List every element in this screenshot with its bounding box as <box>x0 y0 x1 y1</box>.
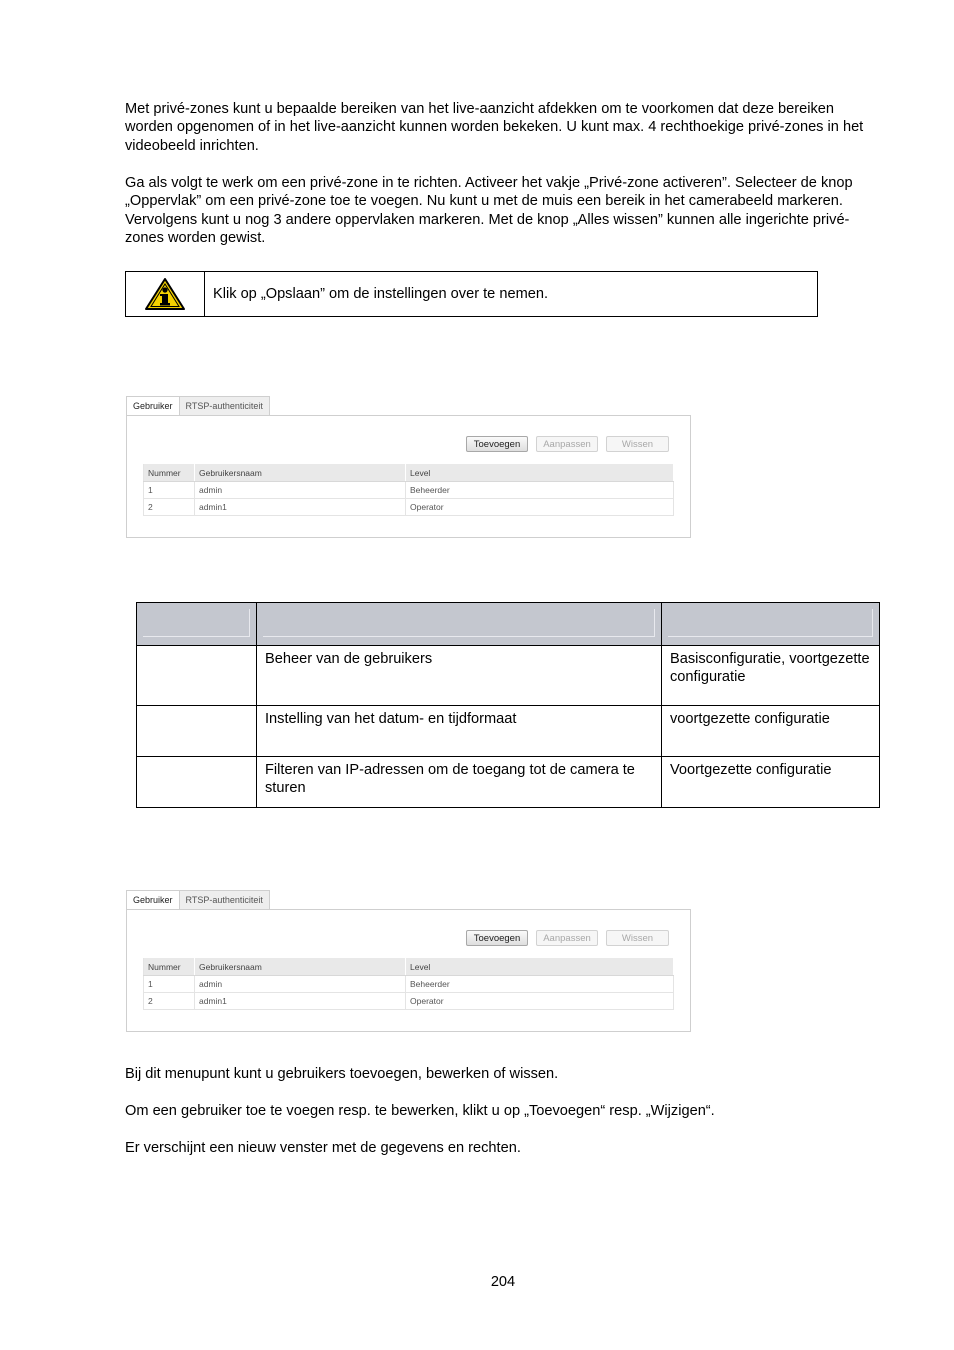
table-row[interactable] <box>144 976 674 993</box>
cell-username: admin1 <box>195 993 406 1010</box>
header-username[interactable]: Gebruikersnaam <box>195 464 406 482</box>
cell-number: 1 <box>144 976 195 993</box>
table-row <box>137 646 880 706</box>
menu-mode-cell: Basisconfiguratie, voortgezette configuratie <box>662 646 880 706</box>
user-management-screenshot <box>126 888 692 1034</box>
instructions-paragraph-privacy-zones: Ga als volgt te werk om een privé-zone in te richten. Activeer het vakje „Privé-zone activeren”. Selecteer de knop „Oppervlak” om een privé-zone toe te voegen. Nu kunt u met de muis een bereik in het camerabeeld markeren. Vervolgens kunt u nog 3 andere oppervlaken markeren. Met de knop „Alles wissen” kunnen alle ingerichte privé-zones worden gewist. <box>125 175 853 247</box>
user-panel <box>126 909 691 1032</box>
info-text: Klik op „Opslaan” om de instellingen over te nemen. <box>213 286 549 302</box>
menu-item-cell <box>137 706 257 757</box>
edit-button[interactable]: Aanpassen <box>536 930 598 946</box>
edit-button[interactable]: Aanpassen <box>536 436 598 452</box>
menu-table-header <box>137 603 880 646</box>
user-management-screenshot <box>126 394 692 540</box>
cell-username: admin <box>195 976 406 993</box>
cell-number: 1 <box>144 482 195 499</box>
button-row <box>466 930 669 946</box>
info-box <box>125 271 818 317</box>
menu-overview-table <box>136 602 880 808</box>
menu-description-cell: Instelling van het datum- en tijdformaat <box>257 706 662 757</box>
menu-description-cell: Filteren van IP-adressen om de toegang tot de camera te sturen <box>257 757 662 808</box>
table-row[interactable] <box>144 993 674 1010</box>
tab-rtsp-authenticiteit[interactable]: RTSP-authenticiteit <box>179 396 270 417</box>
intro-paragraph-privacy-zones: Met privé-zones kunt u bepaalde bereiken van het live-aanzicht afdekken om te voorkomen dat deze bereiken worden opgenomen of in het live-aanzicht kunnen worden bekeken. U kunt max. 4 rechthoekige privé-zones in het videobeeld inrichten. <box>125 101 864 154</box>
tab-bar <box>126 396 269 416</box>
button-row <box>466 436 669 452</box>
header-number[interactable]: Nummer <box>144 958 195 976</box>
header-bevel <box>668 609 873 637</box>
menu-item-cell <box>137 646 257 706</box>
delete-button[interactable]: Wissen <box>606 930 669 946</box>
header-username[interactable]: Gebruikersnaam <box>195 958 406 976</box>
header-bevel <box>263 609 655 637</box>
header-number[interactable]: Nummer <box>144 464 195 482</box>
user-panel <box>126 415 691 538</box>
tab-rtsp-authenticiteit[interactable]: RTSP-authenticiteit <box>179 890 270 911</box>
table-row <box>137 706 880 757</box>
cell-level: Operator <box>406 499 674 516</box>
user-table <box>143 464 674 516</box>
cell-level: Beheerder <box>406 482 674 499</box>
add-button[interactable]: Toevoegen <box>466 436 528 452</box>
tab-bar <box>126 890 269 910</box>
info-icon-cell <box>126 272 205 316</box>
new-window-paragraph: Er verschijnt een nieuw venster met de gegevens en rechten. <box>125 1140 521 1156</box>
tab-gebruiker[interactable]: Gebruiker <box>126 890 180 912</box>
menu-mode-cell: Voortgezette configuratie <box>662 757 880 808</box>
header-level[interactable]: Level <box>406 958 674 976</box>
table-header-row <box>144 464 674 482</box>
cell-number: 2 <box>144 993 195 1010</box>
user-table <box>143 958 674 1010</box>
menu-header-cell <box>257 603 662 646</box>
menu-header-cell <box>662 603 880 646</box>
add-button[interactable]: Toevoegen <box>466 930 528 946</box>
tab-gebruiker[interactable]: Gebruiker <box>126 396 180 418</box>
cell-username: admin <box>195 482 406 499</box>
cell-username: admin1 <box>195 499 406 516</box>
add-user-paragraph: Om een gebruiker toe te voegen resp. te bewerken, klikt u op „Toevoegen“ resp. „Wijzigen“. <box>125 1103 715 1119</box>
header-level[interactable]: Level <box>406 464 674 482</box>
table-row <box>137 757 880 808</box>
table-header-row <box>144 958 674 976</box>
page-number: 204 <box>490 1274 516 1290</box>
menu-item-cell <box>137 757 257 808</box>
table-row[interactable] <box>144 482 674 499</box>
menu-header-cell <box>137 603 257 646</box>
cell-level: Beheerder <box>406 976 674 993</box>
delete-button[interactable]: Wissen <box>606 436 669 452</box>
menu-mode-cell: voortgezette configuratie <box>662 706 880 757</box>
header-bevel <box>143 609 250 637</box>
warning-info-icon <box>144 277 186 311</box>
user-menu-paragraph: Bij dit menupunt kunt u gebruikers toevoegen, bewerken of wissen. <box>125 1066 559 1082</box>
cell-level: Operator <box>406 993 674 1010</box>
cell-number: 2 <box>144 499 195 516</box>
menu-description-cell: Beheer van de gebruikers <box>257 646 662 706</box>
table-row[interactable] <box>144 499 674 516</box>
